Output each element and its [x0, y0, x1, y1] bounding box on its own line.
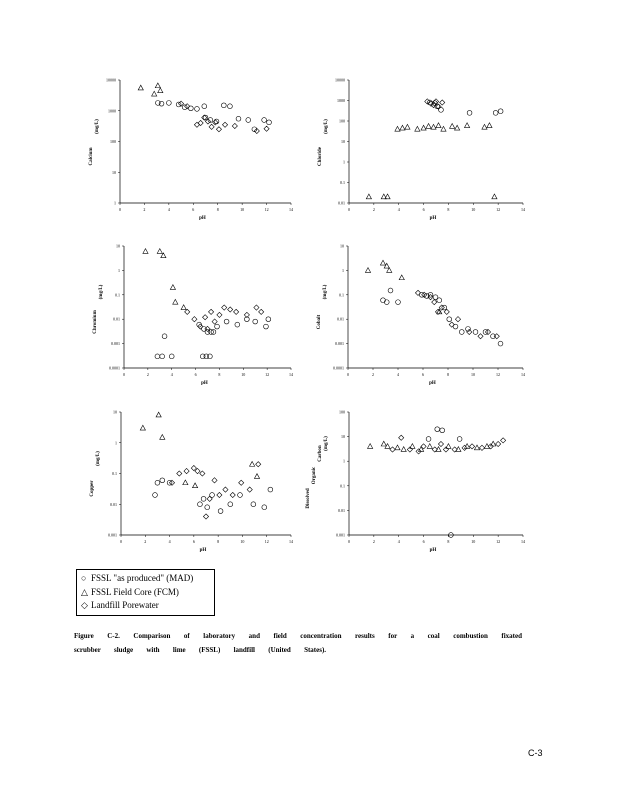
data-point-diamond — [479, 445, 484, 450]
legend-item-fcm — [81, 586, 210, 600]
x-axis-label: pH — [429, 381, 436, 386]
x-tick-label: 8 — [216, 207, 219, 212]
x-tick-label: 4 — [397, 207, 400, 212]
data-point-diamond — [264, 126, 269, 131]
data-point-circle — [160, 478, 165, 483]
y-tick-label: 0.01 — [337, 316, 344, 322]
legend-item-porewater — [81, 599, 210, 613]
legend — [76, 569, 215, 616]
data-point-diamond — [247, 487, 252, 492]
y-tick-label: 0.01 — [338, 200, 345, 206]
x-tick-label: 2 — [144, 539, 147, 544]
data-point-circle — [198, 502, 203, 507]
data-point-circle — [457, 437, 462, 442]
data-point-triangle — [254, 474, 259, 479]
data-point-diamond — [217, 492, 222, 497]
y-tick-label: 10000 — [335, 77, 345, 83]
triangle-marker-icon: △ — [81, 586, 88, 597]
data-point-triangle — [156, 412, 161, 417]
data-point-circle — [221, 103, 226, 108]
data-point-diamond — [177, 471, 182, 476]
data-point-circle — [435, 427, 440, 432]
x-tick-label: 2 — [143, 207, 146, 212]
y-axis-label: (mg/L) — [96, 451, 101, 466]
data-point-diamond — [208, 309, 213, 314]
data-point-circle — [228, 104, 233, 109]
x-tick-label: 12 — [496, 207, 501, 212]
caption-word: scrubber — [74, 646, 101, 654]
y-tick-label: 1000 — [108, 108, 116, 114]
data-point-triangle — [492, 194, 497, 199]
data-point-triangle — [395, 445, 400, 450]
chart-panel-1 — [318, 78, 525, 222]
figure-caption-line-2 — [74, 643, 326, 657]
page-number: C-3 — [528, 748, 543, 758]
data-point-diamond — [478, 334, 483, 339]
y-tick-label: 0.001 — [108, 532, 117, 538]
data-point-circle — [253, 319, 258, 324]
data-point-circle — [251, 502, 256, 507]
data-point-triangle — [487, 123, 492, 128]
caption-word: a coal — [410, 632, 440, 640]
y-tick-label: 0.1 — [340, 180, 345, 185]
data-point-triangle — [181, 305, 186, 310]
y-tick-label: 0.01 — [113, 316, 120, 322]
data-point-circle — [437, 298, 442, 303]
data-point-circle — [218, 509, 223, 514]
data-point-diamond — [203, 514, 208, 519]
caption-word: concentration — [300, 632, 342, 640]
caption-word: with — [146, 646, 160, 654]
data-point-diamond — [222, 122, 227, 127]
y-tick-label: 10000 — [106, 77, 116, 83]
y-axis-label: Cobalt — [317, 314, 322, 330]
y-tick-label: 0.1 — [339, 292, 344, 298]
data-point-circle — [238, 493, 243, 498]
y-tick-label: 0.1 — [340, 483, 345, 489]
x-tick-label: 14 — [289, 207, 293, 212]
legend-label: Landfill Porewater — [91, 600, 159, 610]
data-point-diamond — [432, 300, 437, 305]
x-tick-label: 0 — [348, 207, 350, 212]
data-point-diamond — [222, 305, 227, 310]
data-point-circle — [467, 110, 472, 115]
data-point-circle — [166, 101, 171, 106]
data-point-circle — [498, 109, 503, 114]
data-point-circle — [153, 493, 158, 498]
x-tick-label: 10 — [240, 539, 245, 544]
caption-word: field — [273, 632, 287, 640]
data-point-circle — [236, 116, 241, 121]
data-point-triangle — [474, 445, 479, 450]
y-axis-label: (mg/L) — [95, 119, 100, 134]
caption-word: results — [355, 632, 375, 640]
y-tick-label: 1 — [343, 159, 345, 165]
circle-marker-icon: ○ — [81, 573, 87, 583]
y-tick-label: 100 — [339, 409, 345, 415]
data-point-circle — [262, 118, 267, 123]
y-tick-label: 0.001 — [111, 341, 120, 347]
data-point-triangle — [368, 444, 373, 449]
caption-word: fixated — [501, 632, 522, 640]
y-axis-label: Carbon — [318, 445, 323, 462]
y-axis-label: (mg/L) — [324, 119, 329, 134]
data-point-circle — [459, 330, 464, 335]
data-point-circle — [267, 120, 272, 125]
data-point-diamond — [449, 322, 454, 327]
data-point-triangle — [491, 441, 496, 446]
chart-panel-4 — [90, 410, 293, 554]
data-point-circle — [384, 300, 389, 305]
data-point-circle — [224, 319, 229, 324]
caption-word: of laboratory — [183, 632, 236, 640]
x-tick-label: 0 — [347, 372, 349, 377]
data-point-triangle — [415, 126, 420, 131]
data-point-triangle — [427, 444, 432, 449]
x-tick-label: 8 — [218, 372, 221, 377]
caption-word: landfill — [233, 646, 255, 654]
x-tick-label: 10 — [471, 539, 476, 544]
data-point-diamond — [213, 120, 218, 125]
data-point-triangle — [421, 125, 426, 130]
y-axis-label: Calcium — [89, 147, 94, 166]
data-point-triangle — [183, 480, 188, 485]
y-tick-label: 0.1 — [115, 292, 120, 298]
data-point-diamond — [254, 305, 259, 310]
data-point-circle — [264, 324, 269, 329]
data-point-triangle — [464, 123, 469, 128]
y-tick-label: 0.01 — [110, 501, 117, 507]
x-tick-label: 4 — [397, 539, 400, 544]
data-point-triangle — [405, 124, 410, 129]
x-tick-label: 6 — [192, 207, 195, 212]
data-point-diamond — [234, 309, 239, 314]
y-tick-label: 100 — [110, 139, 116, 144]
chart-panel-5 — [306, 410, 525, 554]
data-point-triangle — [400, 125, 405, 130]
data-point-diamond — [496, 441, 501, 446]
data-point-triangle — [436, 123, 441, 128]
data-point-circle — [207, 354, 212, 359]
data-point-diamond — [223, 487, 228, 492]
data-point-circle — [182, 105, 187, 110]
data-point-triangle — [155, 83, 160, 88]
legend-item-mad — [81, 572, 210, 586]
y-tick-label: 1 — [115, 440, 117, 446]
x-tick-label: 8 — [447, 539, 450, 544]
data-point-triangle — [160, 435, 165, 440]
diamond-marker-icon: ◇ — [81, 600, 88, 610]
y-tick-label: 0.01 — [338, 507, 345, 513]
data-point-circle — [440, 428, 445, 433]
data-point-diamond — [184, 468, 189, 473]
data-point-circle — [235, 322, 240, 327]
x-tick-label: 12 — [264, 539, 269, 544]
data-point-diamond — [501, 438, 506, 443]
y-axis-label: Organic — [312, 466, 317, 485]
y-tick-label: 0.0001 — [333, 365, 344, 371]
y-axis-label: Copper — [90, 480, 95, 497]
data-point-diamond — [198, 120, 203, 125]
data-point-circle — [426, 437, 431, 442]
x-tick-label: 6 — [422, 539, 425, 544]
data-point-triangle — [138, 85, 143, 90]
data-point-diamond — [212, 319, 217, 324]
x-tick-label: 4 — [168, 539, 171, 544]
x-tick-label: 10 — [471, 372, 475, 377]
data-point-circle — [201, 496, 206, 501]
x-axis-label: pH — [199, 548, 207, 553]
data-point-diamond — [469, 444, 474, 449]
x-tick-label: 14 — [521, 539, 525, 544]
caption-word: C-2. — [107, 632, 120, 640]
data-point-triangle — [401, 447, 406, 452]
y-axis-label: Chromium — [93, 310, 98, 334]
data-point-circle — [388, 288, 393, 293]
data-point-triangle — [431, 124, 436, 129]
caption-word: Comparison — [133, 632, 171, 640]
x-axis-label: pH — [199, 216, 206, 221]
data-point-triangle — [140, 425, 145, 430]
y-tick-label: 10 — [341, 434, 345, 440]
data-point-circle — [155, 354, 160, 359]
data-point-triangle — [250, 461, 255, 466]
y-axis-label: Dissolved — [306, 488, 311, 509]
data-point-triangle — [170, 285, 175, 290]
x-tick-label: 6 — [422, 207, 425, 212]
data-point-diamond — [455, 317, 460, 322]
data-point-circle — [262, 505, 267, 510]
data-point-triangle — [482, 124, 487, 129]
x-tick-label: 8 — [447, 207, 450, 212]
x-tick-label: 6 — [422, 372, 424, 377]
y-tick-label: 10 — [116, 243, 120, 249]
x-tick-label: 2 — [372, 539, 375, 544]
data-point-circle — [176, 102, 181, 107]
caption-word: States). — [304, 646, 327, 654]
y-tick-label: 10 — [340, 243, 344, 249]
y-axis-label: (mg/L) — [324, 436, 329, 451]
y-tick-label: 10 — [112, 169, 116, 175]
y-axis-label: (mg/L) — [99, 284, 104, 300]
data-point-triangle — [381, 441, 386, 446]
data-point-triangle — [365, 268, 370, 273]
data-point-circle — [214, 119, 219, 124]
data-point-diamond — [185, 309, 190, 314]
data-point-triangle — [399, 275, 404, 280]
data-point-circle — [447, 317, 452, 322]
data-point-triangle — [152, 91, 157, 96]
x-tick-label: 0 — [123, 372, 125, 377]
data-point-diamond — [209, 124, 214, 129]
data-point-circle — [396, 300, 401, 305]
x-tick-label: 12 — [265, 372, 270, 377]
y-tick-label: 0.0001 — [109, 365, 120, 371]
x-tick-label: 12 — [496, 539, 501, 544]
y-axis-label: (mg/L) — [323, 284, 328, 300]
caption-word: sludge — [113, 646, 134, 654]
x-axis-label: pH — [429, 216, 437, 221]
data-point-triangle — [143, 249, 148, 254]
data-point-diamond — [390, 447, 395, 452]
y-tick-label: 10 — [341, 139, 345, 144]
chart-panel-3 — [317, 244, 525, 387]
data-point-triangle — [426, 124, 431, 129]
data-point-triangle — [450, 124, 455, 129]
y-tick-label: 1 — [118, 267, 120, 273]
data-point-circle — [160, 354, 165, 359]
y-tick-label: 1 — [343, 458, 345, 464]
x-tick-label: 6 — [194, 372, 197, 377]
data-point-diamond — [203, 315, 208, 320]
data-point-circle — [195, 106, 200, 111]
y-tick-label: 0.001 — [335, 341, 344, 347]
data-point-triangle — [366, 194, 371, 199]
y-tick-label: 1000 — [337, 98, 345, 103]
data-point-triangle — [192, 483, 197, 488]
data-point-triangle — [157, 249, 162, 254]
data-point-diamond — [228, 307, 233, 312]
x-tick-label: 6 — [192, 539, 195, 544]
x-tick-label: 4 — [167, 207, 170, 212]
data-point-triangle — [455, 125, 460, 130]
data-point-circle — [381, 298, 386, 303]
data-point-circle — [498, 341, 503, 346]
x-tick-label: 10 — [241, 372, 246, 377]
data-point-circle — [491, 334, 496, 339]
data-point-circle — [205, 505, 210, 510]
data-point-diamond — [217, 312, 222, 317]
x-tick-label: 14 — [289, 372, 293, 377]
x-tick-label: 2 — [146, 372, 149, 377]
data-point-circle — [266, 317, 271, 322]
x-tick-label: 2 — [372, 207, 375, 212]
data-point-circle — [246, 118, 251, 123]
data-point-diamond — [259, 309, 264, 314]
x-tick-label: 8 — [217, 539, 220, 544]
data-point-circle — [162, 334, 167, 339]
figure-caption-line-1 — [74, 629, 522, 643]
data-point-triangle — [158, 88, 163, 93]
data-point-diamond — [192, 317, 197, 322]
data-point-diamond — [212, 478, 217, 483]
data-point-diamond — [194, 122, 199, 127]
data-point-circle — [228, 502, 233, 507]
chart-panel-2 — [93, 244, 293, 387]
data-point-diamond — [230, 492, 235, 497]
data-point-triangle — [441, 126, 446, 131]
data-point-diamond — [440, 100, 445, 105]
y-tick-label: 0.001 — [336, 532, 345, 538]
data-point-triangle — [395, 126, 400, 131]
y-tick-label: 0.1 — [112, 471, 117, 476]
caption-word: (United — [268, 646, 291, 654]
chart-panel-0 — [89, 78, 293, 222]
y-tick-label: 100 — [339, 118, 345, 124]
x-tick-label: 12 — [496, 372, 500, 377]
data-point-triangle — [380, 260, 385, 265]
x-tick-label: 8 — [447, 372, 449, 377]
y-tick-label: 10 — [113, 409, 117, 415]
x-tick-label: 0 — [120, 539, 122, 544]
caption-word: (FSSL) — [198, 646, 221, 654]
caption-word: lime — [172, 646, 186, 654]
x-tick-label: 10 — [471, 207, 476, 212]
x-axis-label: pH — [429, 548, 437, 553]
x-tick-label: 10 — [240, 207, 245, 212]
y-tick-label: 1 — [342, 267, 344, 273]
y-tick-label: 1 — [114, 200, 116, 206]
caption-word: combustion — [453, 632, 488, 640]
data-point-diamond — [239, 480, 244, 485]
x-tick-label: 14 — [521, 207, 525, 212]
data-point-circle — [493, 110, 498, 115]
data-point-diamond — [467, 329, 472, 334]
data-point-diamond — [216, 127, 221, 132]
x-tick-label: 0 — [348, 539, 350, 544]
caption-word: for — [388, 632, 398, 640]
data-point-diamond — [232, 123, 237, 128]
data-point-diamond — [200, 471, 205, 476]
data-point-triangle — [173, 299, 178, 304]
x-tick-label: 2 — [372, 372, 374, 377]
x-axis-label: pH — [201, 381, 208, 386]
caption-word: and — [248, 632, 260, 640]
x-tick-label: 4 — [170, 372, 173, 377]
data-point-circle — [155, 480, 160, 485]
x-tick-label: 14 — [289, 539, 293, 544]
data-point-diamond — [438, 441, 443, 446]
legend-label: FSSL Field Core (FCM) — [91, 586, 179, 597]
x-tick-label: 0 — [119, 207, 121, 212]
data-point-diamond — [399, 435, 404, 440]
data-point-circle — [268, 487, 273, 492]
data-point-circle — [215, 324, 220, 329]
legend-label: FSSL "as produced" (MAD) — [91, 573, 194, 583]
data-point-diamond — [415, 290, 420, 295]
data-point-circle — [169, 354, 174, 359]
y-axis-label: Chloride — [318, 147, 323, 166]
x-tick-label: 12 — [264, 207, 269, 212]
data-point-circle — [202, 104, 207, 109]
x-tick-label: 14 — [521, 372, 525, 377]
data-point-circle — [473, 330, 478, 335]
caption-word: Figure — [74, 632, 94, 640]
x-tick-label: 4 — [397, 372, 399, 377]
data-point-diamond — [256, 462, 261, 467]
